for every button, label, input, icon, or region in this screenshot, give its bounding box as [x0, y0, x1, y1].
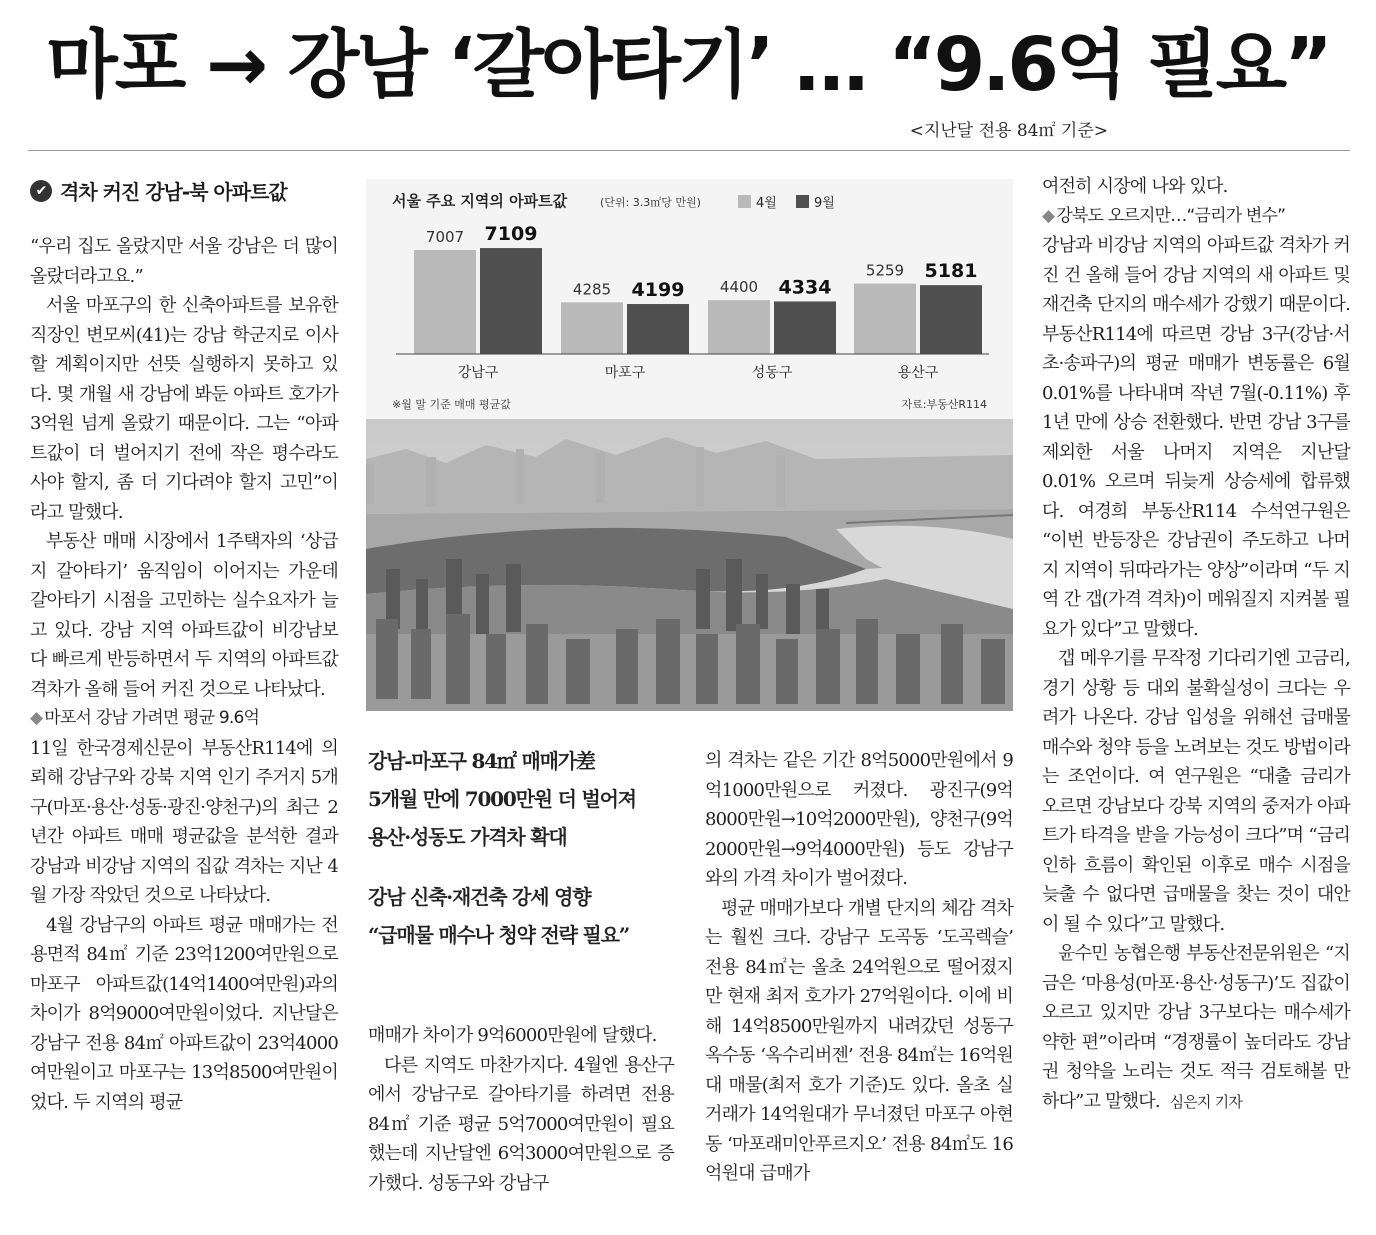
subheading-text: 마포서 강남 가려면 평균 9.6억	[44, 708, 260, 728]
diamond-icon: ◆	[1042, 205, 1055, 226]
body-text: 윤수민 농협은행 부동산전문위원은 “지금은 ‘마용성(마포·용산·성동구)’도 집값이 오르고 있지만 강남 3구보다는 매수세가 약한 편”이라며 “경쟁률이 높더라도 강남권 청약을 노리는 것도 적극 검토해볼 만하다”고 말했다.	[1042, 943, 1350, 1112]
city-photo	[366, 419, 1013, 711]
chart-data-label: 4400	[719, 278, 759, 297]
chart-bar	[414, 250, 476, 354]
chart-svg	[366, 179, 1013, 419]
chart-data-label: 7109	[484, 223, 538, 246]
body-paragraph: 서울 마포구의 한 신축아파트를 보유한 직장인 변모씨(41)는 강남 학군지로 이사할 계획이지만 선뜻 실행하지 못하고 있다. 몇 개월 새 강남에 봐둔 아파트 호가가 3억원 넘게 올랐기 때문이다. 그는 “아파트값이 더 벌어지기 전에 작은 평수라도 사야 할지, 좀 더 기다려야 할지 고민”이라고 말했다.	[30, 295, 338, 523]
legend-swatch	[796, 195, 809, 208]
body-paragraph: 갭 메우기를 무작정 기다리기엔 고금리, 경기 상황 등 대외 불확실성이 크다는 우려가 나온다. 강남 입성을 위해선 급매물 매수와 청약 등을 노려보는 것도 방법이라는 조언이다. 여 연구원은 “대출 금리가 오르면 강남보다 강북 지역의 중저가 아파트가 타격을 받을 가능성이 크다”며 “금리 인하 흐름이 확인된 이후로 매수 시점을 늦출 수 없다면 급매물을 찾는 것이 대안이 될 수 있다”고 말했다.	[1042, 648, 1350, 935]
chart-title: 서울 주요 지역의 아파트값	[392, 192, 568, 210]
section-heading-text: 격차 커진 강남-북 아파트값	[60, 180, 287, 204]
chart-bar	[708, 300, 770, 354]
headline-note: <지난달 전용 84㎡ 기준>	[909, 121, 1108, 141]
deck-line: “급매물 매수나 청약 전략 필요”	[368, 923, 630, 947]
body-paragraph: 부동산 매매 시장에서 1주택자의 ‘상급지 갈아타기’ 움직임이 이어지는 가운데 갈아타기 시점을 고민하는 실수요자가 늘고 있다. 강남 지역 아파트값이 비강남보다 빠르게 반등하면서 두 지역의 아파트값 격차가 올해 들어 커진 것으로 나타났다.	[30, 531, 338, 700]
byline: 심은지 기자	[1169, 1092, 1243, 1111]
subheading	[1042, 202, 1350, 232]
chart-categories	[458, 364, 939, 381]
legend-label: 4월	[756, 196, 777, 211]
chart-unit: (단위: 3.3㎡당 만원)	[600, 196, 701, 209]
section-heading	[30, 176, 287, 205]
legend-label: 9월	[814, 196, 835, 211]
chart-data-label: 7007	[425, 228, 465, 247]
body-paragraph: 평균 매매가보다 개별 단지의 체감 격차는 훨씬 크다. 강남구 도곡동 ‘도곡렉슬’ 전용 84㎡는 올초 24억원으로 떨어졌지만 현재 최저 호가가 27억원이다. 이에 비해 14억8500만원까지 내려갔던 성동구 옥수동 ‘옥수리버젠’ 전용 84㎡는 16억원대 매물(최저 호가 기준)도 있다. 올초 실거래가 14억원대가 무너졌던 마포구 아현동 ‘마포래미안푸르지오’ 전용 84㎡도 16억원대 급매가	[705, 897, 1013, 1184]
deck-line: 강남 신축·재건축 강세 영향	[368, 885, 591, 909]
chart-data-label: 5259	[865, 261, 905, 280]
headline: 마포 → 강남 ‘갈아타기’ … “9.6억 필요”	[46, 22, 1330, 108]
chart-note: ※월 말 기준 매매 평균값	[392, 398, 511, 411]
article-column-2	[368, 1021, 674, 1198]
chart-bar	[561, 302, 623, 354]
deck-spacer	[368, 856, 678, 878]
chart-legend	[738, 195, 835, 211]
body-paragraph: 다른 지역도 마찬가지다. 4월엔 용산구에서 강남구로 갈아타기를 하려면 전용 84㎡ 기준 평균 5억7000여만원이 필요했는데 지난달엔 6억3000여만원으로 증가했다. 성동구와 강남구	[368, 1054, 674, 1194]
bar-chart	[366, 179, 1013, 419]
chart-source: 자료:부동산R114	[901, 398, 987, 411]
chart-bar	[774, 301, 836, 354]
chart-category-label: 용산구	[897, 365, 939, 381]
chart-bar	[920, 285, 982, 354]
chart-data-label: 4199	[631, 279, 685, 302]
subheading-text: 강북도 오르지만…“금리가 변수”	[1056, 205, 1286, 226]
chart-category-label: 마포구	[604, 365, 646, 381]
article-column-3	[705, 746, 1013, 1189]
body-paragraph: 의 격차는 같은 기간 8억5000만원에서 9억1000만원으로 커졌다. 광진구(9억8000만원→10억2000만원), 양천구(9억2000만원→9억4000만원) 등도 강남구와의 가격 차이가 벌어졌다.	[705, 750, 1013, 889]
chart-bar	[480, 248, 542, 354]
chart-category-label: 강남구	[457, 365, 499, 381]
check-icon: ✔	[30, 180, 52, 202]
deck-line: 용산·성동도 가격차 확대	[368, 825, 567, 849]
body-paragraph	[1042, 939, 1350, 1117]
deck-line: 5개월 만에 7000만원 더 벌어져	[368, 787, 636, 811]
chart-bars	[414, 223, 982, 354]
chart-bar	[854, 284, 916, 354]
chart-data-label: 5181	[924, 260, 978, 283]
body-paragraph: 매매가 차이가 9억6000만원에 달했다.	[368, 1025, 657, 1046]
article-column-1	[30, 232, 338, 1117]
chart-bar	[627, 304, 689, 354]
article-column-4	[1042, 172, 1350, 1117]
chart-category-label: 성동구	[751, 365, 793, 381]
legend-swatch	[738, 195, 751, 208]
quote-paragraph: “우리 집도 올랐지만 서울 강남은 더 많이 올랐더라고요.”	[30, 236, 338, 287]
body-paragraph: 강남과 비강남 지역의 아파트값 격차가 커진 건 올해 들어 강남 지역의 새 아파트 및 재건축 단지의 매수세가 강했기 때문이다. 부동산R114에 따르면 강남 3구(강남·서초·송파구)의 평균 매매가 변동률은 6월 0.01%를 나타내며 작년 7월(-0.11%) 후 1년 만에 상승 전환했다. 반면 강남 3구를 제외한 서울 나머지 지역은 지난달 0.01% 오르며 뒤늦게 상승세에 합류했다. 여경희 부동산R114 수석연구원은 “이번 반등장은 강남권이 주도하고 나머지 지역이 뒤따라가는 양상”이라며 “두 지역 간 갭(가격 격차)이 메워질지 지켜볼 필요가 있다”고 말했다.	[1042, 235, 1350, 640]
body-paragraph: 4월 강남구의 아파트 평균 매매가는 전용면적 84㎡ 기준 23억1200여만원으로 마포구 아파트값(14억1400여만원)과의 차이가 8억9000여만원이었다. 지난달은 강남구 전용 84㎡ 아파트값이 23억4000여만원이고 마포구는 13억8500여만원이었다. 두 지역의 평균	[30, 914, 338, 1113]
chart-data-label: 4285	[572, 280, 612, 299]
diamond-icon: ◆	[30, 708, 43, 728]
deck-line: 강남-마포구 84㎡ 매매가差	[368, 749, 595, 773]
chart-data-label: 4334	[778, 276, 832, 299]
top-rule	[28, 150, 1350, 151]
body-paragraph: 11일 한국경제신문이 부동산R114에 의뢰해 강남구와 강북 지역 인기 주거지 5개 구(마포·용산·성동·광진·양천구)의 최근 2년간 아파트 매매 평균값을 분석한 결과 강남과 비강남 지역의 집값 격차는 지난 4월 가장 작았던 것으로 나타났다.	[30, 737, 338, 906]
body-paragraph: 여전히 시장에 나와 있다.	[1042, 176, 1228, 197]
subheading	[30, 704, 338, 734]
article-deck	[368, 742, 678, 954]
city-photo-image	[366, 419, 1013, 711]
